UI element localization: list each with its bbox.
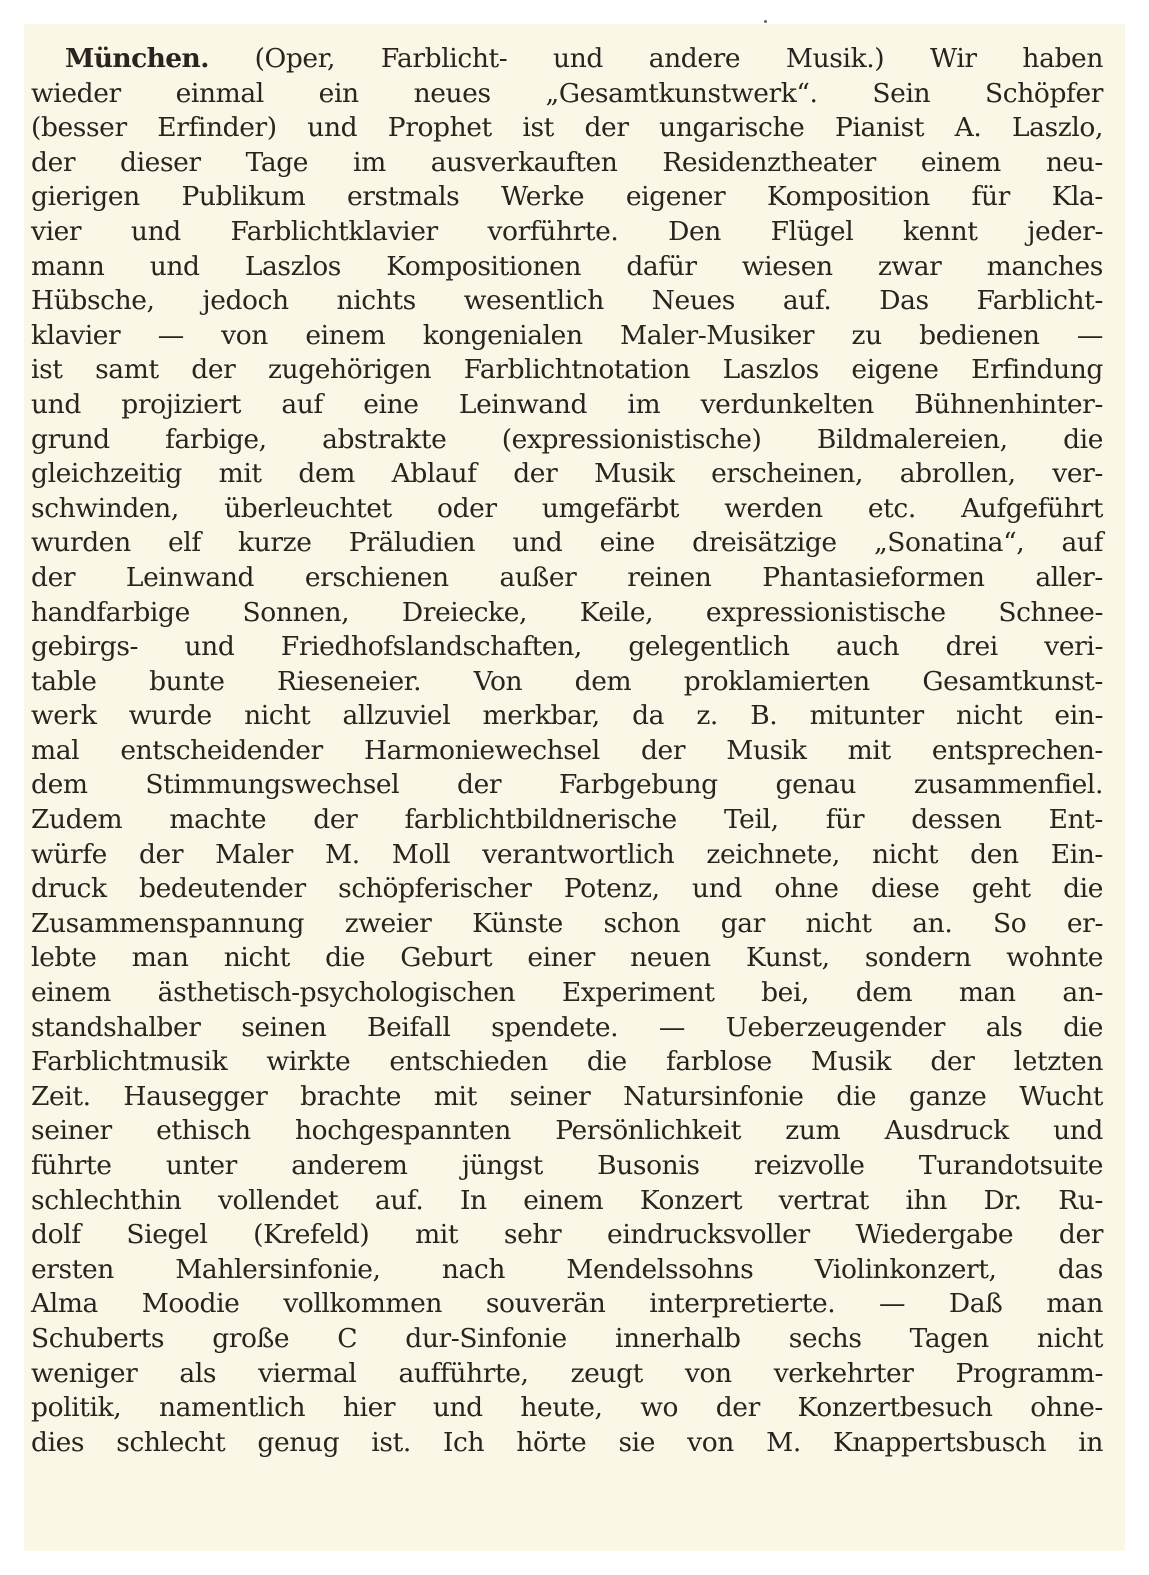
article-line: standshalber seinen Beifall spendete. — Ueberzeugender als die [31,1011,1103,1043]
article-line: wieder einmal ein neues „Gesamtkunstwerk“. Sein Schöpfer [31,77,1103,109]
article-line: einem ästhetisch-psychologischen Experiment bei, dem man an- [31,977,1103,1009]
article-line: gebirgs- und Friedhofslandschaften, gelegentlich auch drei veri- [31,631,1103,663]
article-line: der Leinwand erschienen außer reinen Phantasieformen aller- [31,561,1103,593]
article-line: seiner ethisch hochgespannten Persönlichkeit zum Ausdruck und [31,1115,1103,1147]
article-line: politik, namentlich hier und heute, wo der Konzertbesuch ohne- [31,1392,1103,1424]
article-line: dolf Siegel (Krefeld) mit sehr eindrucksvoller Wiedergabe der [31,1219,1103,1251]
place-heading: München. [65,43,209,74]
article-line: schwinden, überleuchtet oder umgefärbt werden etc. Aufgeführt [31,492,1103,524]
article-line: grund farbige, abstrakte (expressionistische) Bildmalereien, die [31,423,1103,455]
article-line: gierigen Publikum erstmals Werke eigener Komposition für Kla- [31,181,1103,213]
article-line: (besser Erfinder) und Prophet ist der ungarische Pianist A. Laszlo, [31,112,1103,144]
article-line: druck bedeutender schöpferischer Potenz, und ohne diese geht die [31,873,1103,905]
article-line: schlechthin vollendet auf. In einem Konzert vertrat ihn Dr. Ru- [31,1184,1103,1216]
article-line: führte unter anderem jüngst Busonis reizvolle Turandotsuite [31,1150,1103,1181]
article-line [31,42,1103,77]
article-line: lebte man nicht die Geburt einer neuen Kunst, sondern wohnte [31,942,1103,974]
article-line: Zeit. Hausegger brachte mit seiner Natursinfonie die ganze Wucht [31,1080,1103,1112]
article-line: und projiziert auf eine Leinwand im verdunkelten Bühnenhinter- [31,388,1103,420]
article-line: würfe der Maler M. Moll verantwortlich zeichnete, nicht den Ein- [31,838,1103,870]
article-line: klavier — von einem kongenialen Maler-Musiker zu bedienen — [31,319,1103,351]
article-line: handfarbige Sonnen, Dreiecke, Keile, expressionistische Schnee- [31,596,1103,628]
article-line: dem Stimmungswechsel der Farbgebung genau zusammenfiel. [31,769,1103,801]
article-line: Alma Moodie vollkommen souverän interpretierte. — Daß man [31,1288,1103,1320]
article-line: mann und Laszlos Kompositionen dafür wiesen zwar manches [31,250,1103,282]
article-line: wurden elf kurze Präludien und eine dreisätzige „Sonatina“, auf [31,527,1103,559]
article-line: ist samt der zugehörigen Farblichtnotation Laszlos eigene Erfindung [31,354,1103,386]
article-line: der dieser Tage im ausverkauften Residenztheater einem neu- [31,146,1103,178]
article-line: Farblichtmusik wirkte entschieden die farblose Musik der letzten [31,1046,1103,1078]
article-line: werk wurde nicht allzuviel merkbar, da z. B. mitunter nicht ein- [31,700,1103,732]
article-line: Schuberts große C dur-Sinfonie innerhalb sechs Tagen nicht [31,1322,1103,1354]
article-line: vier und Farblichtklavier vorführte. Den Flügel kennt jeder- [31,215,1103,247]
first-line-text: (Oper, Farblicht- und andere Musik.) Wir haben [254,43,1103,74]
print-speck [764,20,767,23]
article-line: ersten Mahlersinfonie, nach Mendelssohns Violinkonzert, das [31,1253,1103,1285]
article-line: table bunte Rieseneier. Von dem proklamierten Gesamtkunst- [31,665,1103,697]
article-line: mal entscheidender Harmoniewechsel der Musik mit entsprechen- [31,734,1103,766]
article-text [31,42,1103,1460]
article-line: dies schlecht genug ist. Ich hörte sie von M. Knappertsbusch in [31,1426,1103,1458]
article-line: Zudem machte der farblichtbildnerische Teil, für dessen Ent- [31,804,1103,836]
article-line: Zusammenspannung zweier Künste schon gar nicht an. So er- [31,907,1103,939]
article-line: weniger als viermal aufführte, zeugt von verkehrter Programm- [31,1357,1103,1389]
article-line: gleichzeitig mit dem Ablauf der Musik erscheinen, abrollen, ver- [31,458,1103,490]
article-line: Hübsche, jedoch nichts wesentlich Neues auf. Das Farblicht- [31,285,1103,317]
